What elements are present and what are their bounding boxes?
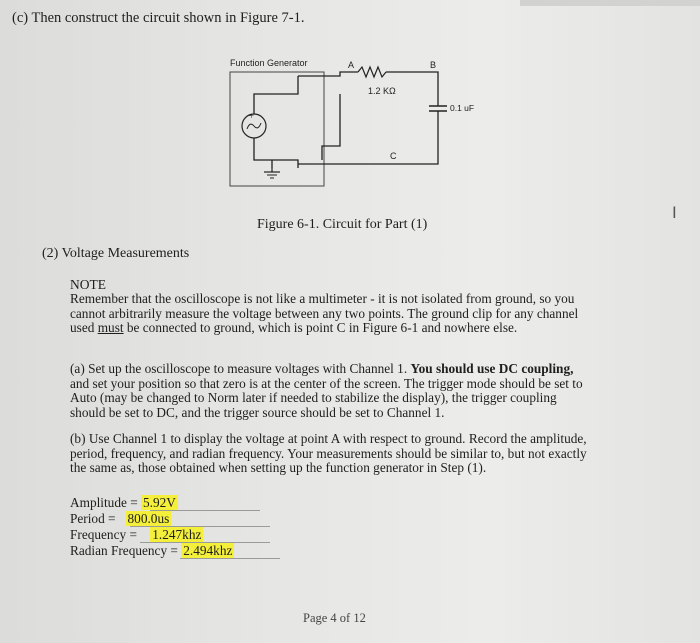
generator-label: Function Generator [230,58,308,68]
resistor-label: 1.2 KΩ [368,86,396,96]
radian-frequency-row: Radian Frequency = 2.494khz [70,543,233,558]
capacitor-label: 0.1 uF [450,103,475,113]
note-label: NOTE [70,277,106,292]
text-cursor-icon: I [672,203,677,222]
period-value: 800.0us [127,511,170,526]
top-bar [520,0,700,6]
period-row: Period = 800.0us [70,511,170,526]
section-title: (2) Voltage Measurements [42,246,190,261]
resistor-icon [358,67,386,77]
answer-line [180,558,280,559]
frequency-row: Frequency = 1.247khz [70,527,202,542]
svg-text:+: + [249,111,255,121]
generator-box [230,72,324,186]
page-number: Page 4 of 12 [303,611,366,625]
node-a-label: A [348,60,355,70]
node-b-label: B [430,60,437,70]
circuit-figure [228,56,488,196]
amplitude-row: Amplitude = 5.92V [70,495,176,510]
instruction-heading: (c) Then construct the circuit shown in Figure 7-1. [12,10,305,26]
part-a-paragraph: (a) Set up the oscilloscope to measure voltages with Channel 1. You should use DC coupling, and set your position so that zero is at the center of the screen. The trigger mode should be set to Auto (may be changed to Norm later if needed to stabilize the display), the trigger coupling should be set to DC, and the trigger source should be set to Channel 1. [70,361,583,420]
part-b-paragraph: (b) Use Channel 1 to display the voltage at point A with respect to ground. Record the amplitude, period, frequency, and radian frequency. Your measurements should be similar to, but not exactly the same as, those obtained when setting up the function generator in Step (1). [70,431,587,476]
node-c-label: C [390,151,397,161]
radian-frequency-value: 2.494khz [183,543,233,558]
note-paragraph: Remember that the oscilloscope is not like a multimeter - it is not isolated from ground, so you cannot arbitrarily measure the voltage between any two points. The ground clip for any channel used must be connected to ground, which is point C in Figure 6-1 and nowhere else. [70,291,579,336]
amplitude-value: 5.92V [143,495,176,510]
frequency-value: 1.247khz [152,527,202,542]
figure-caption: Figure 6-1. Circuit for Part (1) [257,217,428,232]
